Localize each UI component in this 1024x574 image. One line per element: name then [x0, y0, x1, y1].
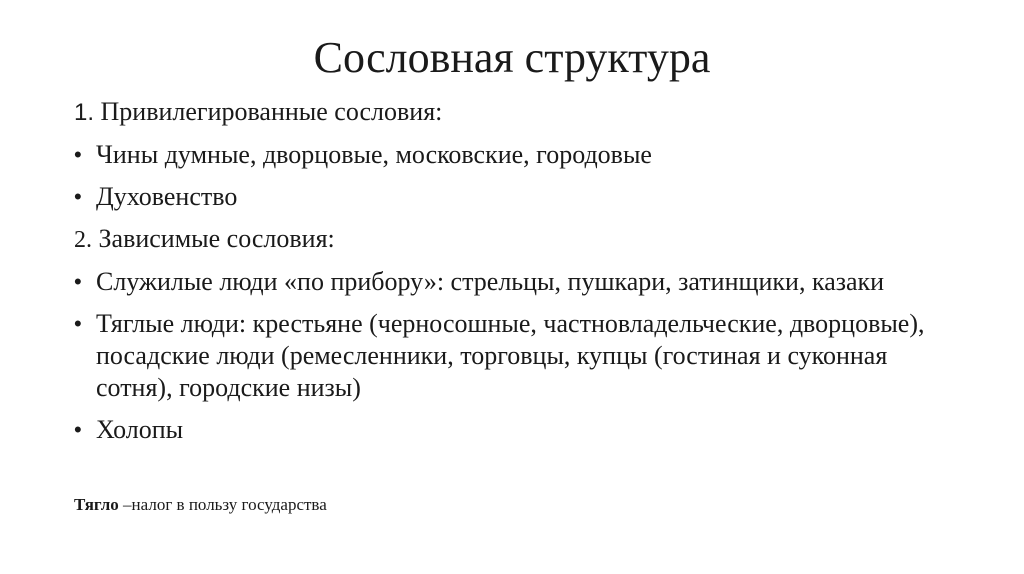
list-item-text: Служилые люди «по прибору»: стрельцы, пушкари, затинщики, казаки: [96, 267, 885, 296]
list-number: 2.: [74, 227, 92, 253]
slide-title: Сословная структура: [313, 33, 711, 82]
list-item-dependent-heading: [74, 223, 954, 256]
list-item-text: Тяглые люди: крестьяне (черносошные, частновладельческие, дворцовые), посадские люди (ремесленники, торговцы, купцы (гостиная и суконная сотня), городские низы): [96, 309, 925, 402]
footnote-term: Тягло: [74, 495, 119, 514]
slide-content: [74, 96, 954, 456]
bullet-icon: •: [74, 311, 82, 336]
list-item-duma-ranks: [74, 139, 954, 171]
list-item-clergy: [74, 181, 954, 213]
list-item-text: Чины думные, дворцовые, московские, городовые: [96, 140, 652, 169]
list-item-text: Привилегированные сословия:: [94, 97, 443, 126]
footnote: [74, 494, 327, 516]
list-item-text: Зависимые сословия:: [92, 224, 335, 253]
list-item-serfs: [74, 414, 954, 446]
bullet-icon: •: [74, 184, 82, 209]
list-item-privileged-heading: [74, 96, 954, 129]
list-item-tax-people: [74, 308, 954, 404]
footnote-definition: –налог в пользу государства: [118, 495, 327, 514]
list-item-text: Холопы: [96, 415, 184, 444]
list-item-service-people: [74, 266, 954, 298]
bullet-icon: •: [74, 269, 82, 294]
bullet-icon: •: [74, 417, 82, 442]
list-item-text: Духовенство: [96, 182, 238, 211]
bullet-icon: •: [74, 142, 82, 167]
list-number: 1.: [74, 99, 95, 126]
